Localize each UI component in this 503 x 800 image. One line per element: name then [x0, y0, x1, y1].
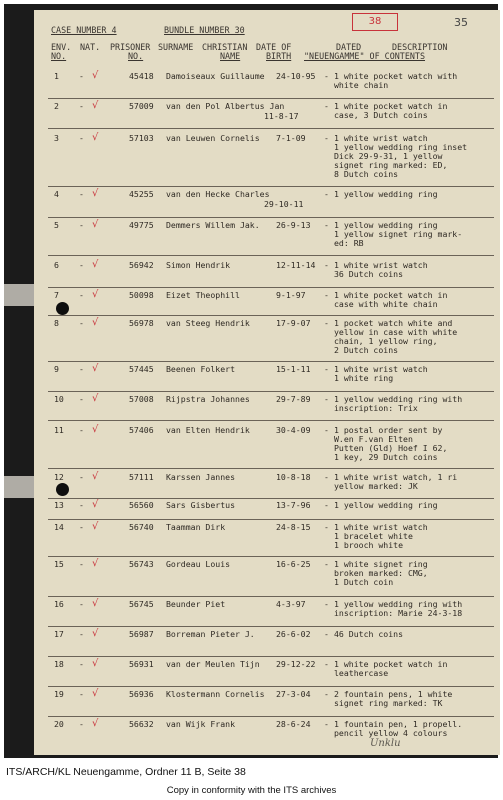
row-dated-dash: - — [324, 719, 329, 729]
row-env-number: 11 — [54, 425, 64, 435]
row-date-of-birth: 4-3-97 — [276, 599, 306, 609]
row-date-of-birth: 24-10-95 — [276, 71, 316, 81]
row-description-line: W.en F.van Elten — [334, 434, 413, 444]
row-date-of-birth: 9-1-97 — [276, 290, 306, 300]
col-christian: CHRISTIAN — [202, 42, 248, 52]
row-prisoner-number: 49775 — [129, 220, 154, 230]
row-date-of-birth: 13-7-96 — [276, 500, 311, 510]
red-check-mark: √ — [92, 363, 99, 374]
row-dated-dash: - — [324, 659, 329, 669]
row-env-number: 5 — [54, 220, 59, 230]
row-date-of-birth: 26-6-02 — [276, 629, 311, 639]
row-name: van der Meulen Tijn — [166, 659, 260, 669]
row-dated-dash: - — [324, 559, 329, 569]
row-prisoner-number: 50098 — [129, 290, 154, 300]
row-description-line: 1 white pocket watch in — [334, 101, 448, 111]
red-check-mark: √ — [92, 521, 99, 532]
row-description-line: 1 brooch white — [334, 540, 404, 550]
red-check-mark: √ — [92, 259, 99, 270]
row-dated-dash: - — [324, 689, 329, 699]
row-description-line: 1 yellow wedding ring — [334, 189, 438, 199]
row-prisoner-number: 56978 — [129, 318, 154, 328]
col-env: ENV. — [51, 42, 72, 52]
row-nat: - — [79, 689, 84, 699]
row-nat: - — [79, 290, 84, 300]
red-check-mark: √ — [92, 628, 99, 639]
row-dated-dash: - — [324, 260, 329, 270]
row-description-line: 1 white wrist watch — [334, 260, 428, 270]
row-dated-dash: - — [324, 71, 329, 81]
row-description-line: chain, 1 yellow ring, — [334, 336, 438, 346]
row-divider — [48, 468, 494, 469]
red-check-mark: √ — [92, 100, 99, 111]
row-env-number: 19 — [54, 689, 64, 699]
row-description-line: inscription: Marie 24-3-18 — [334, 608, 463, 618]
row-prisoner-number: 56560 — [129, 500, 154, 510]
row-nat: - — [79, 189, 84, 199]
red-check-mark: √ — [92, 188, 99, 199]
row-name: Borreman Pieter J. — [166, 629, 255, 639]
row-description-line: case, 3 Dutch coins — [334, 110, 428, 120]
row-description-line: 1 Dutch coin — [334, 577, 394, 587]
row-name: van den Hecke Charles — [166, 189, 270, 199]
row-description-line: signet ring marked: ED, — [334, 160, 448, 170]
red-check-mark: √ — [92, 424, 99, 435]
col-date-of: DATE OF — [256, 42, 292, 52]
row-env-number: 12 — [54, 472, 64, 482]
row-date-of-birth: 28-6-24 — [276, 719, 311, 729]
row-description-line: 1 white ring — [334, 373, 394, 383]
row-description-line: inscription: Trix — [334, 403, 418, 413]
row-env-number: 3 — [54, 133, 59, 143]
row-description-line: 1 yellow wedding ring with — [334, 394, 463, 404]
red-check-mark: √ — [92, 558, 99, 569]
row-divider — [48, 98, 494, 99]
row-env-number: 4 — [54, 189, 59, 199]
col-prisoner-no: NO. — [128, 51, 144, 61]
row-prisoner-number: 56632 — [129, 719, 154, 729]
row-prisoner-number: 57406 — [129, 425, 154, 435]
row-description-line: 1 yellow signet ring mark- — [334, 229, 463, 239]
row-divider — [48, 626, 494, 627]
row-description-line: 8 Dutch coins — [334, 169, 399, 179]
row-date-of-birth: 29-7-89 — [276, 394, 311, 404]
row-prisoner-number: 56942 — [129, 260, 154, 270]
red-check-mark: √ — [92, 393, 99, 404]
red-check-mark: √ — [92, 718, 99, 729]
signature: Unklu — [370, 738, 401, 749]
row-dated-dash: - — [324, 472, 329, 482]
row-nat: - — [79, 659, 84, 669]
row-name: van Steeg Hendrik — [166, 318, 250, 328]
row-name: Demmers Willem Jak. — [166, 220, 260, 230]
row-description-line: 2 fountain pens, 1 white — [334, 689, 453, 699]
row-env-number: 10 — [54, 394, 64, 404]
row-prisoner-number: 45418 — [129, 71, 154, 81]
row-description-line: 1 pocket watch white and — [334, 318, 453, 328]
row-date-of-birth: 17-9-07 — [276, 318, 311, 328]
row-description-line: signet ring marked: TK — [334, 698, 443, 708]
row-divider — [48, 519, 494, 520]
row-description-line: 1 white signet ring — [334, 559, 428, 569]
row-nat: - — [79, 522, 84, 532]
row-dated-dash: - — [324, 599, 329, 609]
row-description-line: yellow in case with white — [334, 327, 458, 337]
row-divider — [48, 186, 494, 187]
row-date-of-birth: 29-12-22 — [276, 659, 316, 669]
row-divider — [48, 498, 494, 499]
row-name: van Leuwen Cornelis — [166, 133, 260, 143]
row-description-line: 1 white pocket watch in — [334, 290, 448, 300]
row-description-line: white chain — [334, 80, 389, 90]
row-name: Simon Hendrik — [166, 260, 231, 270]
row-description-line: pencil yellow 4 colours — [334, 728, 448, 738]
row-description-line: 1 yellow wedding ring with — [334, 599, 463, 609]
col-prisoner: PRISONER — [110, 42, 151, 52]
row-dated-dash: - — [324, 318, 329, 328]
row-description-line: 1 white pocket watch in — [334, 659, 448, 669]
red-check-mark: √ — [92, 688, 99, 699]
row-prisoner-number: 57009 — [129, 101, 154, 111]
row-name: Sars Gisbertus — [166, 500, 236, 510]
red-check-mark: √ — [92, 70, 99, 81]
row-description-line: 1 fountain pen, 1 propell. — [334, 719, 463, 729]
row-prisoner-number: 57445 — [129, 364, 154, 374]
archive-caption: ITS/ARCH/KL Neuengamme, Ordner 11 B, Seite 38 — [6, 766, 246, 778]
row-nat: - — [79, 472, 84, 482]
row-nat: - — [79, 599, 84, 609]
red-check-mark: √ — [92, 658, 99, 669]
row-nat: - — [79, 71, 84, 81]
col-birth: BIRTH — [266, 51, 292, 61]
row-name: Beunder Piet — [166, 599, 226, 609]
row-nat: - — [79, 500, 84, 510]
row-date-of-birth: 27-3-04 — [276, 689, 311, 699]
row-description-line: 1 yellow wedding ring inset — [334, 142, 468, 152]
row-dated-dash: - — [324, 500, 329, 510]
case-number: CASE NUMBER 4 — [51, 25, 117, 35]
row-dated-dash: - — [324, 101, 329, 111]
row-divider — [48, 217, 494, 218]
row-dated-dash: - — [324, 629, 329, 639]
row-nat: - — [79, 559, 84, 569]
row-prisoner-number: 57008 — [129, 394, 154, 404]
row-divider — [48, 361, 494, 362]
row-prisoner-number: 56987 — [129, 629, 154, 639]
row-divider — [48, 255, 494, 256]
row-nat: - — [79, 719, 84, 729]
row-prisoner-number: 56743 — [129, 559, 154, 569]
row-env-number: 2 — [54, 101, 59, 111]
row-prisoner-number: 57103 — [129, 133, 154, 143]
row-description-line: Dick 29-9-31, 1 yellow — [334, 151, 443, 161]
row-description-line: 1 white wrist watch — [334, 133, 428, 143]
pencil-page-number: 35 — [454, 16, 468, 29]
row-prisoner-number: 56740 — [129, 522, 154, 532]
row-name: Beenen Folkert — [166, 364, 236, 374]
row-description-line: 1 white wrist watch, 1 ri — [334, 472, 458, 482]
punch-hole-lower — [56, 483, 69, 496]
col-dated: DATED — [336, 42, 362, 52]
col-nat: NAT. — [80, 42, 101, 52]
row-description-line: Putten (Gld) Hoef I 62, — [334, 443, 448, 453]
red-check-mark: √ — [92, 289, 99, 300]
row-description-line: 2 Dutch coins — [334, 345, 399, 355]
col-description: DESCRIPTION — [392, 42, 448, 52]
copy-caption: Copy in conformity with the ITS archives — [166, 785, 337, 796]
row-nat: - — [79, 364, 84, 374]
row-divider — [48, 716, 494, 717]
col-surname: SURNAME — [158, 42, 194, 52]
row-nat: - — [79, 220, 84, 230]
document-page — [34, 10, 500, 755]
row-description-line: leathercase — [334, 668, 389, 678]
row-prisoner-number: 56745 — [129, 599, 154, 609]
row-env-number: 7 — [54, 290, 59, 300]
row-name: Damoiseaux Guillaume — [166, 71, 265, 81]
row-env-number: 16 — [54, 599, 64, 609]
row-description-line: 1 white wrist watch — [334, 364, 428, 374]
row-divider — [48, 596, 494, 597]
boxed-page-number: 38 — [352, 13, 398, 31]
row-env-number: 15 — [54, 559, 64, 569]
row-description-line: 36 Dutch coins — [334, 269, 404, 279]
row-date-of-birth: 10-8-18 — [276, 472, 311, 482]
row-description-line: 1 yellow wedding ring — [334, 500, 438, 510]
row-dated-dash: - — [324, 394, 329, 404]
red-check-mark: √ — [92, 317, 99, 328]
row-description-line: broken marked: CMG, — [334, 568, 428, 578]
row-nat: - — [79, 133, 84, 143]
row-name: Taamman Dirk — [166, 522, 226, 532]
row-dated-dash: - — [324, 189, 329, 199]
row-date-of-birth: 26-9-13 — [276, 220, 311, 230]
bundle-number: BUNDLE NUMBER 30 — [164, 25, 245, 35]
row-date-of-birth: 7-1-09 — [276, 133, 306, 143]
row-divider — [48, 656, 494, 657]
row-name: Gordeau Louis — [166, 559, 231, 569]
row-divider — [48, 686, 494, 687]
col-neuengamme: "NEUENGAMME" OF CONTENTS — [304, 51, 426, 61]
red-check-mark: √ — [92, 598, 99, 609]
row-divider — [48, 128, 494, 129]
row-name: Eizet Theophill — [166, 290, 240, 300]
row-date-of-birth: 24-8-15 — [276, 522, 311, 532]
row-name: Klostermann Cornelis — [166, 689, 265, 699]
row-env-number: 17 — [54, 629, 64, 639]
row-dated-dash: - — [324, 290, 329, 300]
row-prisoner-number: 56936 — [129, 689, 154, 699]
row-env-number: 8 — [54, 318, 59, 328]
red-check-mark: √ — [92, 499, 99, 510]
row-divider — [48, 391, 494, 392]
row-dated-dash: - — [324, 220, 329, 230]
row-env-number: 6 — [54, 260, 59, 270]
row-date-of-birth: 12-11-14 — [276, 260, 316, 270]
row-env-number: 9 — [54, 364, 59, 374]
row-description-line: yellow marked: JK — [334, 481, 418, 491]
punch-hole-upper — [56, 302, 69, 315]
red-check-mark: √ — [92, 132, 99, 143]
row-dated-dash: - — [324, 425, 329, 435]
row-description-line: 1 white wrist watch — [334, 522, 428, 532]
row-nat: - — [79, 629, 84, 639]
row-nat: - — [79, 260, 84, 270]
row-date-of-birth: 15-1-11 — [276, 364, 311, 374]
row-name: van Elten Hendrik — [166, 425, 250, 435]
row-name: Karssen Jannes — [166, 472, 236, 482]
row-nat: - — [79, 425, 84, 435]
row-env-number: 1 — [54, 71, 59, 81]
row-env-number: 13 — [54, 500, 64, 510]
col-name: NAME — [220, 51, 241, 61]
row-name: van Wijk Frank — [166, 719, 236, 729]
row-description-line: 1 key, 29 Dutch coins — [334, 452, 438, 462]
row-divider — [48, 315, 494, 316]
row-description-line: ed: RB — [334, 238, 364, 248]
row-nat: - — [79, 318, 84, 328]
red-check-mark: √ — [92, 471, 99, 482]
row-env-number: 14 — [54, 522, 64, 532]
row-description-line: 1 postal order sent by — [334, 425, 443, 435]
row-divider — [48, 556, 494, 557]
row-date-of-birth: 30-4-09 — [276, 425, 311, 435]
row-date-of-birth: 16-6-25 — [276, 559, 311, 569]
row-dated-dash: - — [324, 364, 329, 374]
red-check-mark: √ — [92, 219, 99, 230]
row-name: van den Pol Albertus Jan — [166, 101, 285, 111]
col-env-no: NO. — [51, 51, 67, 61]
row-divider — [48, 420, 494, 421]
row-description-line: 46 Dutch coins — [334, 629, 404, 639]
row-prisoner-number: 57111 — [129, 472, 154, 482]
row-env-number: 18 — [54, 659, 64, 669]
row-description-line: 1 white pocket watch with — [334, 71, 458, 81]
row-dated-dash: - — [324, 522, 329, 532]
row-date-of-birth: 11-8-17 — [264, 111, 299, 121]
row-prisoner-number: 45255 — [129, 189, 154, 199]
row-description-line: case with white chain — [334, 299, 438, 309]
row-name: Rijpstra Johannes — [166, 394, 250, 404]
row-env-number: 20 — [54, 719, 64, 729]
row-nat: - — [79, 394, 84, 404]
row-description-line: 1 yellow wedding ring — [334, 220, 438, 230]
row-date-of-birth: 29-10-11 — [264, 199, 304, 209]
row-description-line: 1 bracelet white — [334, 531, 413, 541]
row-divider — [48, 287, 494, 288]
row-dated-dash: - — [324, 133, 329, 143]
row-nat: - — [79, 101, 84, 111]
row-prisoner-number: 56931 — [129, 659, 154, 669]
